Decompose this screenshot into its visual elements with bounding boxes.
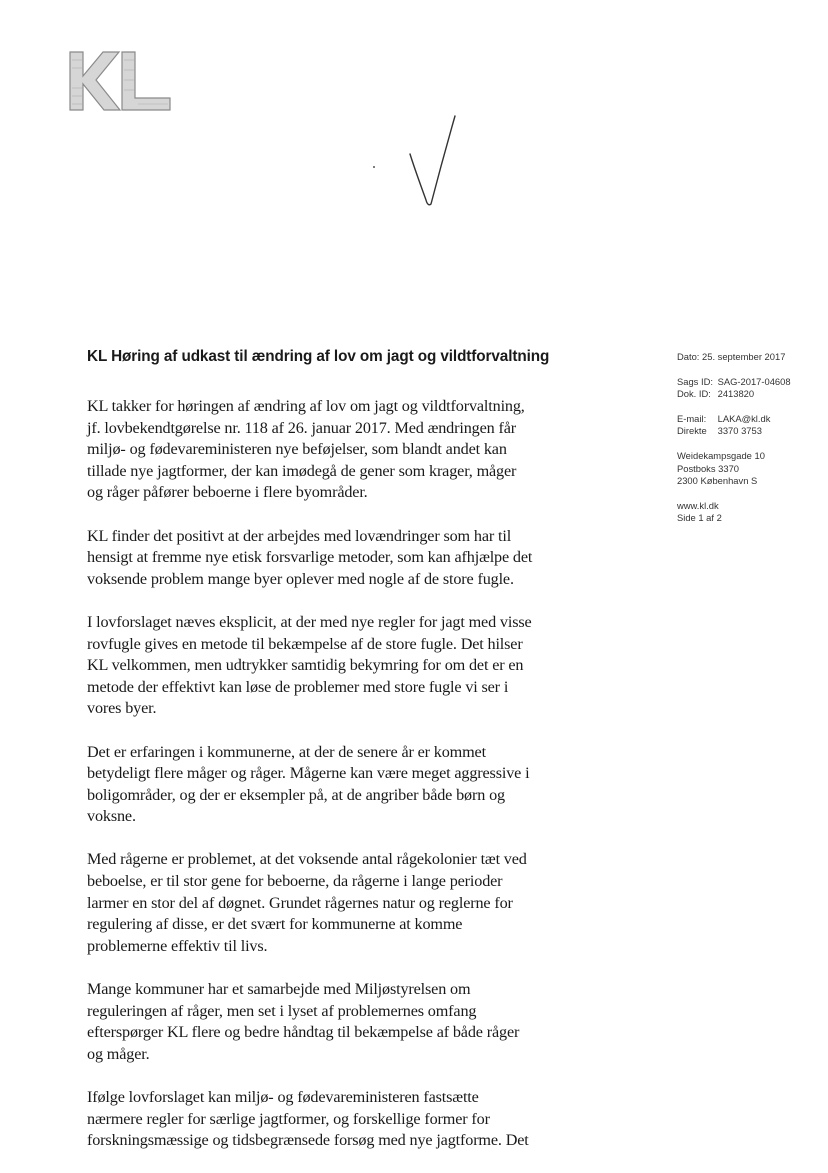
page-number: Side 1 af 2 — [677, 512, 722, 524]
sags-id-label: Sags ID: — [677, 375, 713, 387]
dok-id-label: Dok. ID: — [677, 388, 711, 400]
body-paragraph: Mange kommuner har et samarbejde med Miljøstyrelsen om reguleringen af råger, men set i lyset af problemernes omfang efterspørger KL flere og bedre håndtag til bekæmpelse af både råger og måger. — [87, 980, 520, 1063]
handwritten-checkmark — [368, 112, 468, 214]
website: www.kl.dk — [677, 499, 719, 511]
direkte-label: Direkte — [677, 425, 707, 437]
letter-body — [87, 396, 567, 1173]
date-line: Dato: 25. september 2017 — [677, 351, 786, 362]
direkte-value: 3370 3753 — [717, 425, 762, 437]
address-line: Weidekampsgade 10 — [677, 449, 765, 461]
sags-id-row — [677, 376, 817, 389]
kl-logo — [68, 50, 172, 112]
dok-id-row — [677, 388, 817, 401]
body-paragraph: Ifølge lovforslaget kan miljø- og fødevareministeren fastsætte nærmere regler for særlige jagtformer, og forskellige former for forskningsmæssige og tidsbegrænsede forsøg med nye jagtforme. Det — [87, 1088, 529, 1150]
sags-id-value: SAG-2017-04608 — [717, 375, 791, 387]
body-paragraph: Med rågerne er problemet, at det voksende antal rågekolonier tæt ved beboelse, er til stor gene for beboerne, da rågerne i lange perioder larmer en stor del af døgnet. Grundet rågernes natur og reglerne for regulering af disse, er det svært for kommunerne at komme problemerne effektiv til livs. — [87, 850, 527, 955]
body-paragraph: KL takker for høringen af ændring af lov om jagt og vildtforvaltning, jf. lovbekendtgørelse nr. 118 af 26. januar 2017. Med ændringen får miljø- og fødevareministeren nye beføjelser, som blandt andet kan tillade nye jagtformer, der kan imødegå de gener som krager, måger og råger påfører beboerne i flere byområder. — [87, 397, 525, 502]
body-paragraph: I lovforslaget næves eksplicit, at der med nye regler for jagt med visse rovfugle gives en metode til bekæmpelse af de store fugle. Det hilser KL velkommen, men udtrykker samtidig bekymring for om det er en metode der effektivt kan løse de problemer med store fugle vi ser i vores byer. — [87, 612, 532, 718]
dok-id-value: 2413820 — [717, 388, 755, 400]
email-label: E-mail: — [677, 412, 707, 424]
email-row — [677, 413, 817, 426]
email-value: LAKA@kl.dk — [717, 412, 771, 424]
document-title: KL Høring af udkast til ændring af lov om jagt og vildtforvaltning — [87, 348, 550, 365]
body-paragraph: Det er erfaringen i kommunerne, at der de senere år er kommet betydeligt flere måger og råger. Mågerne kan være meget aggressive i boligområder, og der er eksempler på, at de angriber både børn og voksne. — [87, 742, 530, 826]
address-line: 2300 København S — [677, 475, 758, 487]
sender-info — [677, 351, 817, 537]
direkte-row — [677, 425, 817, 438]
address-line: Postboks 3370 — [677, 462, 740, 474]
body-paragraph: KL finder det positivt at der arbejdes med lovændringer som har til hensigt at fremme nye etisk forsvarlige metoder, som kan afhjælpe det voksende problem mange byer oplever med nogle af de store fugle. — [87, 526, 533, 588]
